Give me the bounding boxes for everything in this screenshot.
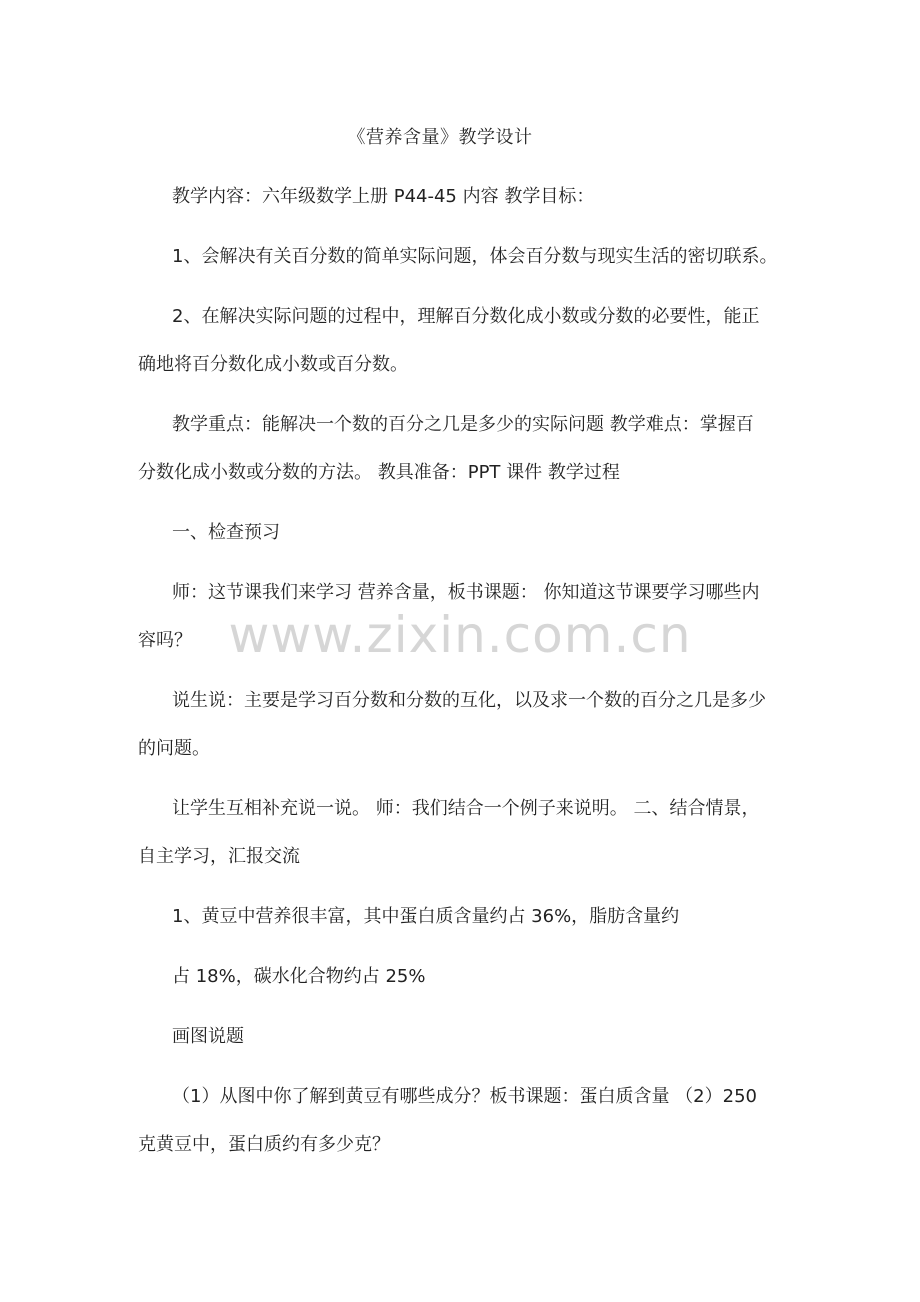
paragraph-line: 画图说题 <box>172 1026 244 1047</box>
section-heading: 一、检查预习 <box>172 522 280 543</box>
watermark: www.zixin.com.cn <box>228 606 692 664</box>
paragraph-line: 自主学习，汇报交流 <box>138 846 300 867</box>
paragraph-line: 教学内容：六年级数学上册 P44-45 内容 教学目标： <box>172 186 595 207</box>
paragraph-line: （1）从图中你了解到黄豆有哪些成分？板书课题：蛋白质含量 （2）250 <box>172 1086 757 1107</box>
document-title: 《营养含量》教学设计 <box>347 127 533 148</box>
paragraph-line: 克黄豆中，蛋白质约有多少克？ <box>138 1134 390 1155</box>
paragraph-line: 容吗？ <box>138 630 192 651</box>
paragraph-line: 分数化成小数或分数的方法。 教具准备：PPT 课件 教学过程 <box>138 462 620 483</box>
paragraph-line: 占 18%，碳水化合物约占 25% <box>172 966 426 987</box>
paragraph-line: 的问题。 <box>138 738 210 759</box>
paragraph-line: 教学重点：能解决一个数的百分之几是多少的实际问题 教学难点：掌握百 <box>172 414 754 435</box>
paragraph-line: 让学生互相补充说一说。 师：我们结合一个例子来说明。 二、结合情景， <box>172 798 760 819</box>
paragraph-line: 2、在解决实际问题的过程中，理解百分数化成小数或分数的必要性，能正 <box>172 306 760 327</box>
paragraph-line: 说生说：主要是学习百分数和分数的互化，以及求一个数的百分之几是多少 <box>172 690 766 711</box>
paragraph-line: 1、会解决有关百分数的简单实际问题，体会百分数与现实生活的密切联系。 <box>172 246 778 267</box>
paragraph-line: 1、黄豆中营养很丰富，其中蛋白质含量约占 36%，脂肪含量约 <box>172 906 680 927</box>
paragraph-line: 师：这节课我们来学习 营养含量，板书课题： 你知道这节课要学习哪些内 <box>172 582 760 603</box>
paragraph-line: 确地将百分数化成小数或百分数。 <box>138 354 408 375</box>
